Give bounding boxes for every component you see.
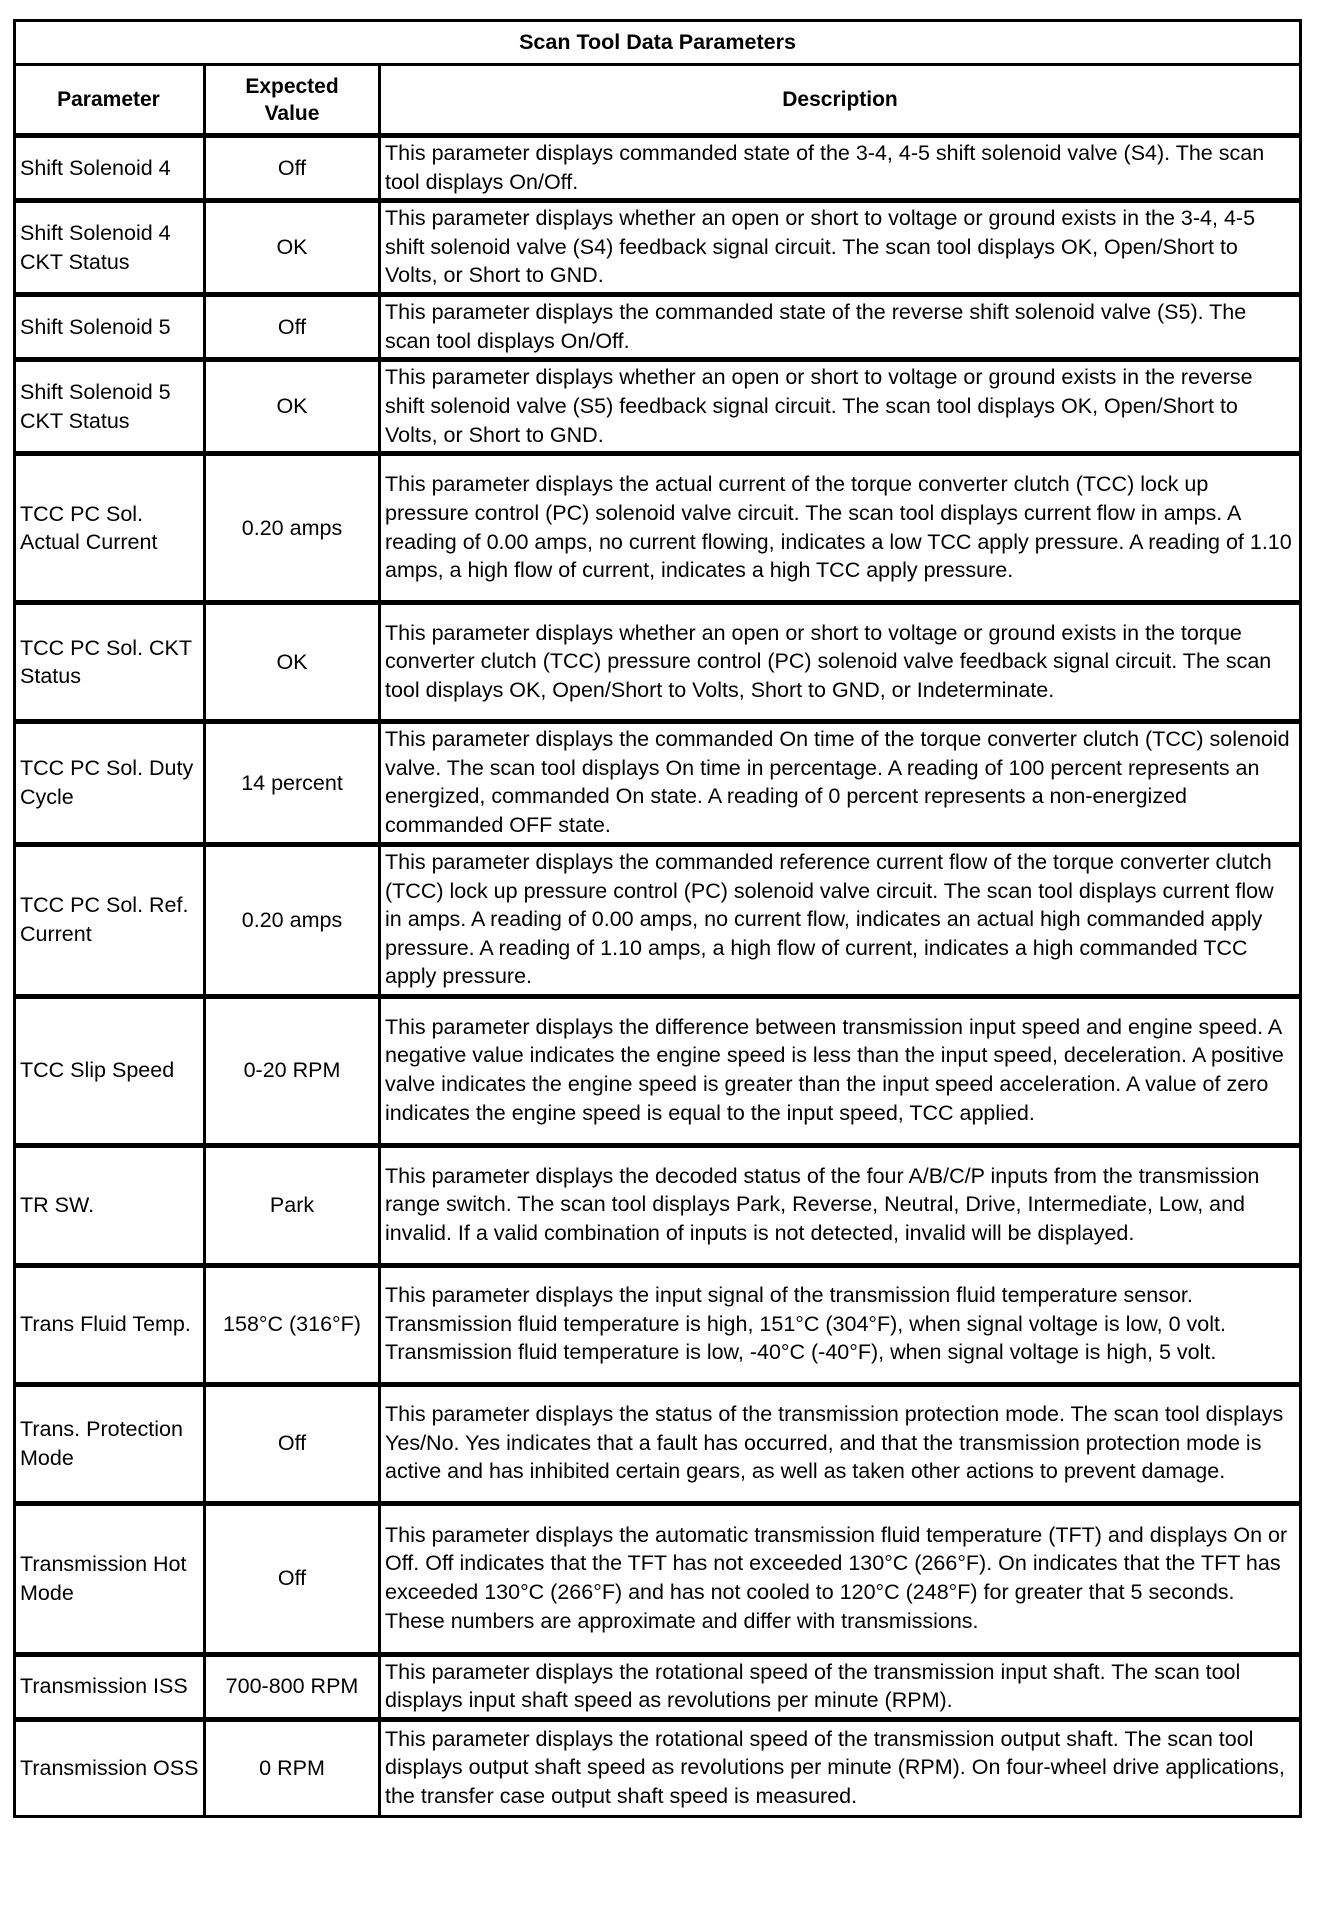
table-row [15, 201, 1301, 295]
description-cell: This parameter displays whether an open or short to voltage or ground exists in the 3-4, 4-5 shift solenoid valve (S4) feedback signal circuit. The scan tool displays OK, Open/Short to Volts, or Short to GND. [380, 201, 1301, 295]
table-row [15, 1503, 1301, 1654]
parameter-cell: TCC PC Sol. CKT Status [15, 603, 205, 722]
expected-value-cell: 14 percent [205, 722, 380, 844]
parameter-cell: Transmission OSS [15, 1719, 205, 1816]
table-row [15, 1145, 1301, 1265]
description-cell: This parameter displays the actual current of the torque converter clutch (TCC) lock up pressure control (PC) solenoid valve circuit. The scan tool displays current flow in amps. A reading of 0.00 amps, no current flowing, indicates a low TCC apply pressure. A reading of 1.10 amps, a high flow of current, indicates a high TCC apply pressure. [380, 454, 1301, 603]
description-cell: This parameter displays the commanded On time of the torque converter clutch (TCC) solenoid valve. The scan tool displays On time in percentage. A reading of 100 percent represents an energized, commanded On state. A reading of 0 percent represents a non-energized commanded OFF state. [380, 722, 1301, 844]
expected-value-cell: 0.20 amps [205, 454, 380, 603]
table-row [15, 1384, 1301, 1503]
description-cell: This parameter displays the rotational speed of the transmission output shaft. The scan tool displays output shaft speed as revolutions per minute (RPM). On four-wheel drive applications, the transfer case output shaft speed is measured. [380, 1719, 1301, 1816]
parameter-cell: Trans. Protection Mode [15, 1384, 205, 1503]
expected-value-cell: 700-800 RPM [205, 1654, 380, 1719]
table-header-row [15, 65, 1301, 136]
table-row [15, 1654, 1301, 1719]
parameter-cell: TCC Slip Speed [15, 996, 205, 1145]
expected-value-cell: 158°C (316°F) [205, 1265, 380, 1384]
table-row [15, 454, 1301, 603]
expected-value-cell: 0-20 RPM [205, 996, 380, 1145]
parameter-cell: TR SW. [15, 1145, 205, 1265]
parameter-cell: Shift Solenoid 4 CKT Status [15, 201, 205, 295]
parameter-cell: Trans Fluid Temp. [15, 1265, 205, 1384]
expected-value-cell: 0.20 amps [205, 844, 380, 996]
table-row [15, 603, 1301, 722]
table-row [15, 1719, 1301, 1816]
description-cell: This parameter displays whether an open or short to voltage or ground exists in the torque converter clutch (TCC) pressure control (PC) solenoid valve feedback signal circuit. The scan tool displays OK, Open/Short to Volts, Short to GND, or Indeterminate. [380, 603, 1301, 722]
expected-value-cell: OK [205, 201, 380, 295]
description-cell: This parameter displays the commanded reference current flow of the torque converter clutch (TCC) lock up pressure control (PC) solenoid valve circuit. The scan tool displays current flow in amps. A reading of 0.00 amps, no current flow, indicates an actual high commanded apply pressure. A reading of 1.10 amps, a high flow of current, indicates a high commanded TCC apply pressure. [380, 844, 1301, 996]
header-expected-value-line1: Expected [245, 74, 339, 98]
parameter-cell: TCC PC Sol. Actual Current [15, 454, 205, 603]
header-expected-value-line2: Value [264, 101, 320, 125]
parameter-cell: Shift Solenoid 5 [15, 295, 205, 360]
parameter-cell: Transmission Hot Mode [15, 1503, 205, 1654]
parameter-cell: TCC PC Sol. Ref. Current [15, 844, 205, 996]
table-row [15, 295, 1301, 360]
expected-value-cell: Off [205, 295, 380, 360]
table-title: Scan Tool Data Parameters [15, 21, 1301, 65]
expected-value-cell: 0 RPM [205, 1719, 380, 1816]
expected-value-cell: Off [205, 1503, 380, 1654]
header-expected-value [205, 65, 380, 136]
expected-value-cell: OK [205, 360, 380, 454]
parameter-cell: Shift Solenoid 5 CKT Status [15, 360, 205, 454]
table-row [15, 136, 1301, 201]
description-cell: This parameter displays the commanded state of the reverse shift solenoid valve (S5). The scan tool displays On/Off. [380, 295, 1301, 360]
parameter-cell: Shift Solenoid 4 [15, 136, 205, 201]
table-row [15, 844, 1301, 996]
parameter-cell: Transmission ISS [15, 1654, 205, 1719]
table-row [15, 1265, 1301, 1384]
table-title-row [15, 21, 1301, 65]
table-row [15, 722, 1301, 844]
description-cell: This parameter displays commanded state of the 3-4, 4-5 shift solenoid valve (S4). The scan tool displays On/Off. [380, 136, 1301, 201]
description-cell: This parameter displays the difference between transmission input speed and engine speed. A negative value indicates the engine speed is less than the input speed, deceleration. A positive valve indicates the engine speed is greater than the input speed acceleration. A value of zero indicates the engine speed is equal to the input speed, TCC applied. [380, 996, 1301, 1145]
description-cell: This parameter displays the input signal of the transmission fluid temperature sensor. Transmission fluid temperature is high, 151°C (304°F), when signal voltage is low, 0 volt. Transmission fluid temperature is low, -40°C (-40°F), when signal voltage is high, 5 volt. [380, 1265, 1301, 1384]
description-cell: This parameter displays the rotational speed of the transmission input shaft. The scan tool displays input shaft speed as revolutions per minute (RPM). [380, 1654, 1301, 1719]
parameter-cell: TCC PC Sol. Duty Cycle [15, 722, 205, 844]
table-row [15, 360, 1301, 454]
table-row [15, 996, 1301, 1145]
expected-value-cell: Park [205, 1145, 380, 1265]
description-cell: This parameter displays the automatic transmission fluid temperature (TFT) and displays On or Off. Off indicates that the TFT has not exceeded 130°C (266°F). On indicates that the TFT has exceeded 130°C (266°F) and has not cooled to 120°C (248°F) for greater that 5 seconds. These numbers are approximate and differ with transmissions. [380, 1503, 1301, 1654]
expected-value-cell: Off [205, 1384, 380, 1503]
header-parameter: Parameter [15, 65, 205, 136]
description-cell: This parameter displays the decoded status of the four A/B/C/P inputs from the transmission range switch. The scan tool displays Park, Reverse, Neutral, Drive, Intermediate, Low, and invalid. If a valid combination of inputs is not detected, invalid will be displayed. [380, 1145, 1301, 1265]
description-cell: This parameter displays whether an open or short to voltage or ground exists in the reverse shift solenoid valve (S5) feedback signal circuit. The scan tool displays OK, Open/Short to Volts, or Short to GND. [380, 360, 1301, 454]
expected-value-cell: OK [205, 603, 380, 722]
scan-tool-data-parameters-table [13, 19, 1302, 1818]
expected-value-cell: Off [205, 136, 380, 201]
description-cell: This parameter displays the status of the transmission protection mode. The scan tool displays Yes/No. Yes indicates that a fault has occurred, and that the transmission protection mode is active and has inhibited certain gears, as well as taken other actions to prevent damage. [380, 1384, 1301, 1503]
header-description: Description [380, 65, 1301, 136]
